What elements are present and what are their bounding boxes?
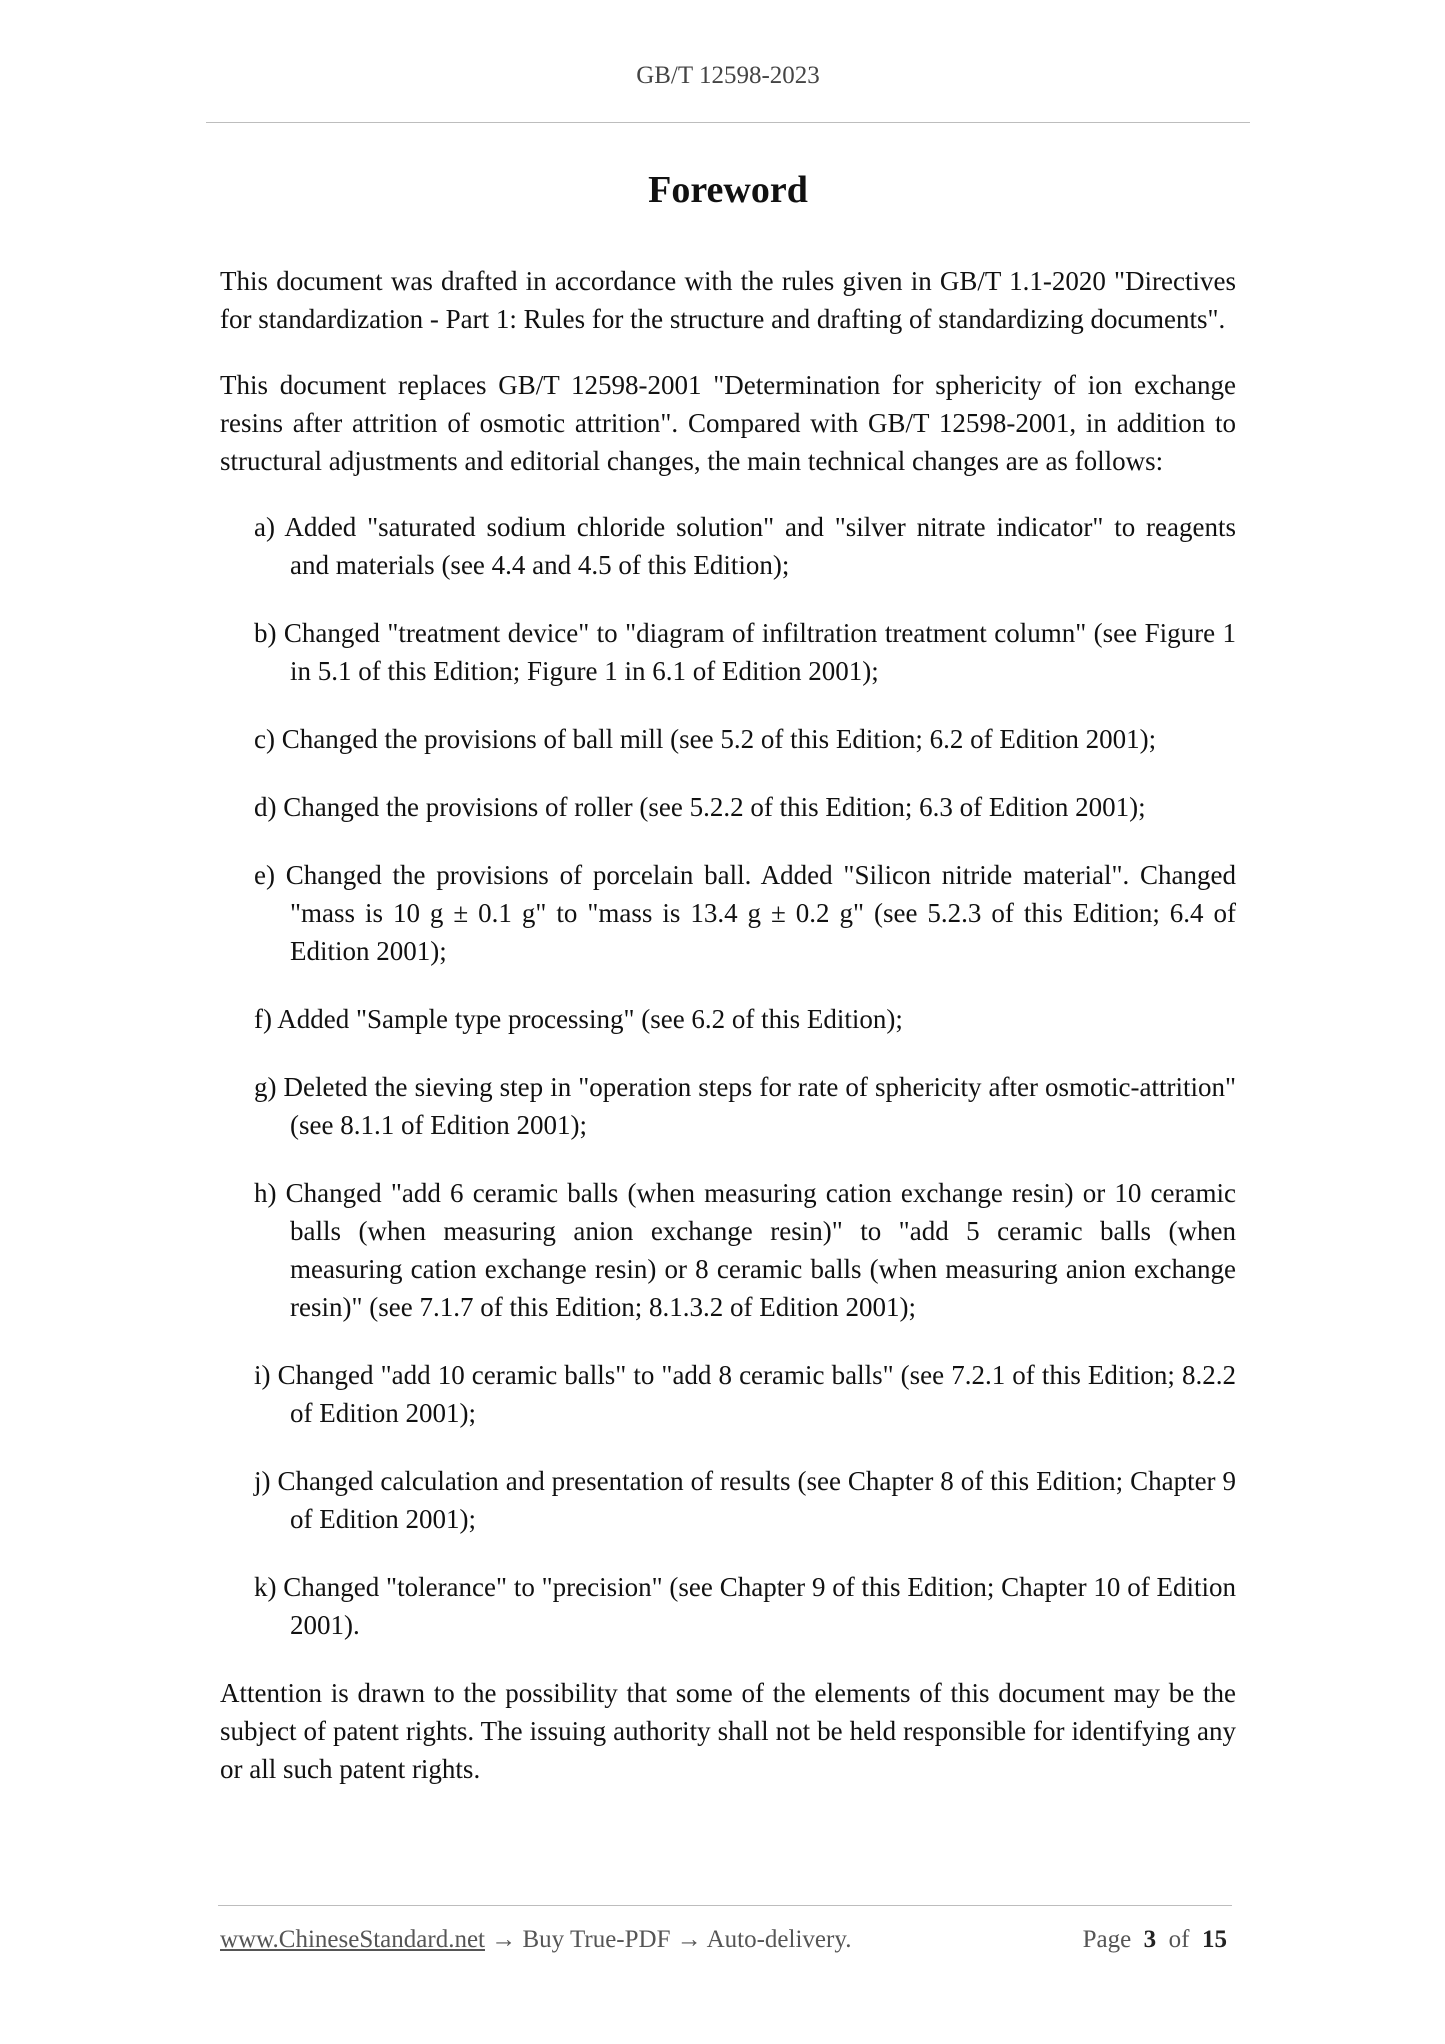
change-item-g: g) Deleted the sieving step in "operation steps for rate of sphericity after osmotic-attrition" (see 8.1.1 of Edition 2001); <box>254 1072 1236 1140</box>
paragraph-drafting-rules: This document was drafted in accordance with the rules given in GB/T 1.1-2020 "Directives for standardization - Part 1: Rules for the structure and drafting of standardizing documents". <box>220 266 1236 334</box>
website-link[interactable]: www.ChineseStandard.net <box>220 1926 485 1953</box>
of-label: of <box>1168 1926 1190 1953</box>
page-title: Foreword <box>648 169 808 211</box>
change-item-a: a) Added "saturated sodium chloride solution" and "silver nitrate indicator" to reagents and materials (see 4.4 and 4.5 of this Edition); <box>254 512 1236 580</box>
change-item-i: i) Changed "add 10 ceramic balls" to "add 8 ceramic balls" (see 7.2.1 of this Edition; 8.2.2 of Edition 2001); <box>254 1360 1236 1428</box>
page-indicator <box>1083 1926 1227 1954</box>
page-current: 3 <box>1143 1926 1157 1953</box>
change-item-k: k) Changed "tolerance" to "precision" (see Chapter 9 of this Edition; Chapter 10 of Edition 2001). <box>254 1572 1236 1640</box>
change-item-c: c) Changed the provisions of ball mill (see 5.2 of this Edition; 6.2 of Edition 2001); <box>254 724 1157 754</box>
arrow-right-icon: → <box>485 1926 523 1953</box>
header-divider <box>206 122 1250 123</box>
change-item-h: h) Changed "add 6 ceramic balls (when measuring cation exchange resin) or 10 ceramic balls (when measuring anion exchange resin)" to "add 5 ceramic balls (when measuring cation exchange resin) or 8 ceramic balls (when measuring anion exchange resin)" (see 7.1.7 of this Edition; 8.1.3.2 of Edition 2001); <box>254 1178 1236 1322</box>
change-item-f: f) Added "Sample type processing" (see 6.2 of this Edition); <box>254 1004 903 1034</box>
paragraph-patent-notice: Attention is drawn to the possibility that some of the elements of this document may be the subject of patent rights. The issuing authority shall not be held responsible for identifying any or all such patent rights. <box>220 1678 1236 1784</box>
change-item-j: j) Changed calculation and presentation of results (see Chapter 8 of this Edition; Chapter 9 of Edition 2001); <box>254 1466 1236 1534</box>
footer-divider <box>218 1905 1232 1906</box>
foreword-body <box>220 262 1236 1816</box>
change-item-e: e) Changed the provisions of porcelain ball. Added "Silicon nitride material". Changed "mass is 10 g ± 0.1 g" to "mass is 13.4 g ± 0.2 g" (see 5.2.3 of this Edition; 6.4 of Edition 2001); <box>254 860 1236 966</box>
change-item-b: b) Changed "treatment device" to "diagram of infiltration treatment column" (see Figure 1 in 5.1 of this Edition; Figure 1 in 6.1 of Edition 2001); <box>254 618 1236 686</box>
technical-changes-list <box>220 508 1236 1644</box>
footer-promo <box>220 1926 851 1954</box>
delivery-text: Auto-delivery. <box>706 1926 852 1953</box>
page-total: 15 <box>1202 1926 1227 1953</box>
buy-text: Buy True-PDF <box>522 1926 671 1953</box>
change-item-d: d) Changed the provisions of roller (see 5.2.2 of this Edition; 6.3 of Edition 2001); <box>254 792 1146 822</box>
arrow-right-icon: → <box>670 1926 707 1953</box>
paragraph-replacement: This document replaces GB/T 12598-2001 "Determination for sphericity of ion exchange resins after attrition of osmotic attrition". Compared with GB/T 12598-2001, in addition to structural adjustments and editorial changes, the main technical changes are as follows: <box>220 370 1236 476</box>
running-header: GB/T 12598-2023 <box>636 62 820 89</box>
page-label: Page <box>1082 1926 1132 1953</box>
